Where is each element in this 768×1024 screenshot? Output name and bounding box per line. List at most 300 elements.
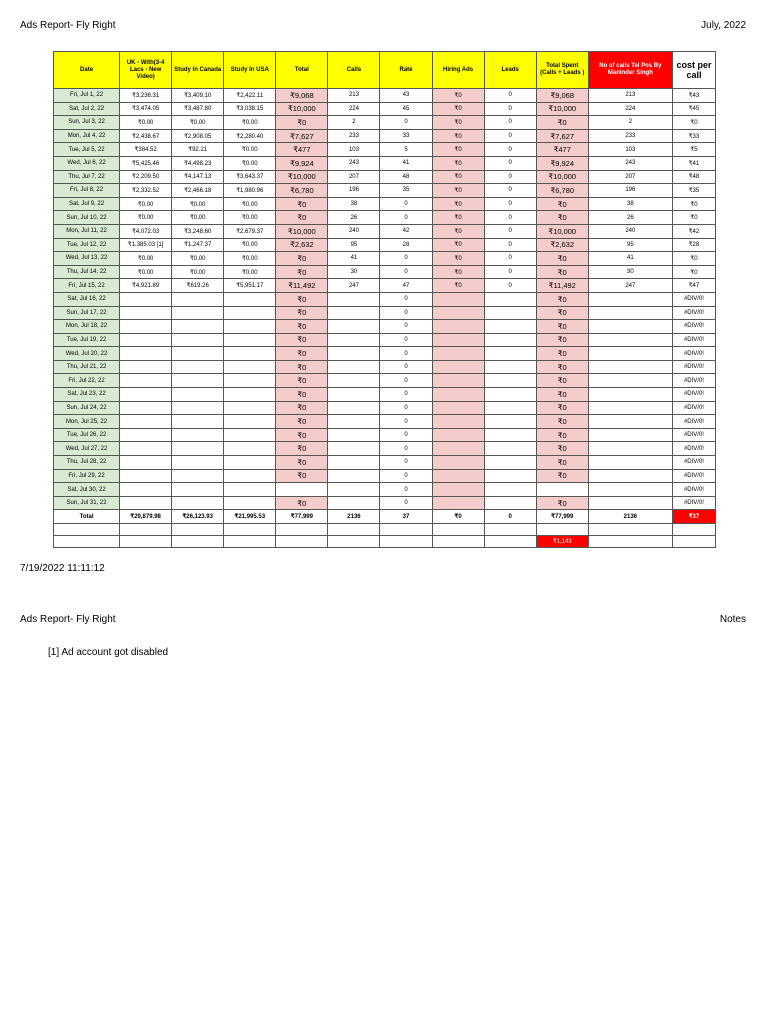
table-cell: ₹0 [432, 102, 484, 116]
table-cell: 30 [328, 265, 380, 279]
table-cell: ₹0 [276, 292, 328, 306]
table-cell [224, 347, 276, 361]
table-cell [328, 360, 380, 374]
table-cell: 0 [484, 156, 536, 170]
table-cell [172, 306, 224, 320]
table-cell: ₹0 [672, 252, 715, 266]
table-cell: ₹0 [536, 442, 588, 456]
table-cell: #DIV/0! [672, 388, 715, 402]
table-cell: 43 [380, 89, 432, 103]
table-cell: 0 [484, 170, 536, 184]
table-cell [588, 401, 672, 415]
empty-cell [328, 536, 380, 548]
table-cell: 41 [328, 252, 380, 266]
table-cell [172, 292, 224, 306]
table-row [54, 415, 716, 429]
table-cell: ₹0.00 [224, 143, 276, 157]
table-cell: Sun, Jul 24, 22 [54, 401, 120, 415]
table-cell [172, 333, 224, 347]
table-cell [172, 347, 224, 361]
table-cell [120, 388, 172, 402]
column-header: cost per call [672, 52, 715, 89]
table-cell: ₹0 [536, 320, 588, 334]
table-cell: 28 [380, 238, 432, 252]
table-cell: ₹0 [672, 197, 715, 211]
table-cell: ₹0 [536, 211, 588, 225]
table-cell [276, 483, 328, 497]
table-cell [172, 360, 224, 374]
table-cell: ₹4,147.13 [172, 170, 224, 184]
table-cell: Thu, Jul 7, 22 [54, 170, 120, 184]
table-cell: ₹0 [276, 401, 328, 415]
table-cell [328, 320, 380, 334]
table-cell [484, 415, 536, 429]
notes-label: Notes [719, 614, 746, 625]
table-cell [224, 401, 276, 415]
timestamp: 7/19/2022 11:11:12 [20, 563, 105, 574]
table-cell [172, 496, 224, 510]
table-cell: #DIV/0! [672, 456, 715, 470]
table-cell [120, 292, 172, 306]
table-cell: Mon, Jul 25, 22 [54, 415, 120, 429]
table-cell: 233 [588, 129, 672, 143]
total-cell: ₹21,995.53 [224, 510, 276, 524]
table-cell: ₹4,498.23 [172, 156, 224, 170]
table-row [54, 102, 716, 116]
table-cell [484, 347, 536, 361]
table-cell: 0 [380, 252, 432, 266]
table-cell: ₹5 [672, 143, 715, 157]
table-cell: 243 [328, 156, 380, 170]
table-cell: ₹0.00 [120, 116, 172, 130]
table-cell: 5 [380, 143, 432, 157]
table-cell: ₹0.00 [172, 211, 224, 225]
table-row [54, 156, 716, 170]
table-cell: 0 [484, 184, 536, 198]
table-cell: ₹0 [536, 469, 588, 483]
table-cell: Fri, Jul 8, 22 [54, 184, 120, 198]
table-cell [588, 333, 672, 347]
table-cell: 213 [328, 89, 380, 103]
total-cell: ₹37 [672, 510, 715, 524]
table-cell [224, 428, 276, 442]
table-cell: ₹0.00 [172, 252, 224, 266]
table-cell: 0 [380, 306, 432, 320]
table-cell: 2 [328, 116, 380, 130]
table-cell [328, 333, 380, 347]
table-cell: ₹0 [276, 333, 328, 347]
note-item: [1] Ad account got disabled [48, 647, 169, 658]
table-cell [172, 401, 224, 415]
table-cell: ₹10,000 [276, 102, 328, 116]
table-cell [120, 428, 172, 442]
table-cell: 38 [588, 197, 672, 211]
table-row [54, 184, 716, 198]
table-cell: ₹0 [432, 170, 484, 184]
table-cell: ₹45 [672, 102, 715, 116]
table-cell: ₹6,780 [536, 184, 588, 198]
table-cell [432, 374, 484, 388]
table-cell: 0 [380, 374, 432, 388]
empty-cell [432, 524, 484, 536]
table-cell: Mon, Jul 18, 22 [54, 320, 120, 334]
column-header: Date [54, 52, 120, 89]
table-cell: 0 [380, 211, 432, 225]
table-cell: 0 [380, 333, 432, 347]
table-cell: ₹0 [432, 238, 484, 252]
empty-cell [588, 524, 672, 536]
table-cell: ₹477 [276, 143, 328, 157]
table-row [54, 388, 716, 402]
empty-cell [328, 524, 380, 536]
table-cell: ₹5,951.17 [224, 279, 276, 293]
table-cell: ₹0 [536, 360, 588, 374]
table-cell [484, 483, 536, 497]
table-cell [432, 360, 484, 374]
table-cell: ₹0 [276, 211, 328, 225]
empty-row [54, 524, 716, 536]
table-cell: 0 [484, 238, 536, 252]
table-cell: ₹3,643.37 [224, 170, 276, 184]
table-cell: Sat, Jul 23, 22 [54, 388, 120, 402]
table-cell: 103 [588, 143, 672, 157]
table-cell: ₹0.00 [120, 252, 172, 266]
table-cell: 0 [380, 197, 432, 211]
table-cell: 0 [380, 428, 432, 442]
table-row [54, 483, 716, 497]
table-cell: ₹0.00 [224, 197, 276, 211]
column-header: Study In Canada [172, 52, 224, 89]
table-cell: ₹0 [276, 252, 328, 266]
table-cell: #DIV/0! [672, 496, 715, 510]
table-cell: ₹0 [276, 469, 328, 483]
table-cell: ₹0 [432, 252, 484, 266]
table-cell [328, 469, 380, 483]
table-cell: ₹3,248.60 [172, 224, 224, 238]
table-cell [328, 483, 380, 497]
table-cell: 0 [380, 388, 432, 402]
table-cell [224, 456, 276, 470]
table-cell: Sat, Jul 2, 22 [54, 102, 120, 116]
table-cell [432, 415, 484, 429]
table-row [54, 306, 716, 320]
table-cell [120, 442, 172, 456]
table-cell: ₹2,209.50 [120, 170, 172, 184]
table-cell: Sat, Jul 30, 22 [54, 483, 120, 497]
table-row [54, 116, 716, 130]
table-cell: Fri, Jul 1, 22 [54, 89, 120, 103]
total-cell: 2136 [328, 510, 380, 524]
table-cell: #DIV/0! [672, 442, 715, 456]
table-cell: 48 [380, 170, 432, 184]
table-cell: ₹33 [672, 129, 715, 143]
total-cell: 2136 [588, 510, 672, 524]
table-cell [172, 374, 224, 388]
empty-cell [54, 536, 120, 548]
table-cell: ₹0 [276, 456, 328, 470]
total-cell: ₹77,999 [536, 510, 588, 524]
total-cell: ₹0 [432, 510, 484, 524]
table-cell [484, 496, 536, 510]
table-cell: 240 [588, 224, 672, 238]
table-cell: ₹0.00 [224, 116, 276, 130]
table-cell [328, 442, 380, 456]
table-cell [328, 428, 380, 442]
table-cell: ₹0.00 [172, 197, 224, 211]
table-cell [484, 401, 536, 415]
table-cell: ₹4,921.89 [120, 279, 172, 293]
table-cell: #DIV/0! [672, 415, 715, 429]
table-cell: 33 [380, 129, 432, 143]
table-cell [432, 496, 484, 510]
table-cell [588, 496, 672, 510]
table-cell: ₹10,000 [536, 224, 588, 238]
table-cell [484, 292, 536, 306]
table-cell: ₹11,492 [536, 279, 588, 293]
table-cell [432, 428, 484, 442]
table-cell: #DIV/0! [672, 292, 715, 306]
table-cell: Wed, Jul 20, 22 [54, 347, 120, 361]
table-cell: ₹2,280.40 [224, 129, 276, 143]
table-cell [432, 469, 484, 483]
table-cell: Sun, Jul 17, 22 [54, 306, 120, 320]
table-cell [172, 483, 224, 497]
table-cell: Sat, Jul 9, 22 [54, 197, 120, 211]
table-cell: ₹0 [536, 374, 588, 388]
table-cell: ₹0 [432, 265, 484, 279]
table-cell: ₹0 [536, 401, 588, 415]
table-cell: Sat, Jul 16, 22 [54, 292, 120, 306]
table-row [54, 469, 716, 483]
table-cell: #DIV/0! [672, 401, 715, 415]
table-row [54, 456, 716, 470]
table-cell: 45 [380, 102, 432, 116]
empty-cell [224, 524, 276, 536]
table-cell [224, 374, 276, 388]
table-cell: ₹0 [276, 306, 328, 320]
table-cell [432, 292, 484, 306]
table-cell: ₹0 [276, 496, 328, 510]
table-cell: Tue, Jul 26, 22 [54, 428, 120, 442]
table-cell: 0 [380, 292, 432, 306]
table-cell: ₹0 [432, 156, 484, 170]
table-cell: #DIV/0! [672, 374, 715, 388]
table-cell: 0 [484, 116, 536, 130]
table-cell [172, 442, 224, 456]
table-cell: ₹48 [672, 170, 715, 184]
table-cell: Wed, Jul 27, 22 [54, 442, 120, 456]
table-cell: 0 [484, 197, 536, 211]
table-cell: ₹0 [536, 292, 588, 306]
empty-cell [588, 536, 672, 548]
column-header: Leads [484, 52, 536, 89]
table-cell: Thu, Jul 14, 22 [54, 265, 120, 279]
table-cell: ₹5,425.46 [120, 156, 172, 170]
table-cell: 42 [380, 224, 432, 238]
table-cell: ₹2,679.37 [224, 224, 276, 238]
table-cell: ₹0 [432, 279, 484, 293]
table-cell [224, 496, 276, 510]
table-cell: ₹0 [536, 116, 588, 130]
table-row [54, 496, 716, 510]
table-row [54, 333, 716, 347]
table-cell: ₹2,438.67 [120, 129, 172, 143]
table-cell: #DIV/0! [672, 333, 715, 347]
table-cell [120, 496, 172, 510]
total-cell: ₹77,999 [276, 510, 328, 524]
empty-cell [276, 536, 328, 548]
column-header: Hiring Ads [432, 52, 484, 89]
table-row [54, 143, 716, 157]
table-cell: Sun, Jul 31, 22 [54, 496, 120, 510]
table-row [54, 197, 716, 211]
table-cell [536, 483, 588, 497]
table-cell: ₹0.00 [120, 197, 172, 211]
table-cell: #DIV/0! [672, 469, 715, 483]
table-cell: 224 [588, 102, 672, 116]
table-cell: ₹0 [276, 347, 328, 361]
table-cell [224, 320, 276, 334]
table-cell [588, 292, 672, 306]
table-cell [172, 415, 224, 429]
table-cell: ₹0.00 [224, 238, 276, 252]
table-cell: ₹10,000 [536, 102, 588, 116]
table-cell [432, 320, 484, 334]
table-cell: 196 [328, 184, 380, 198]
table-cell: 0 [380, 442, 432, 456]
table-row [54, 428, 716, 442]
table-row [54, 279, 716, 293]
table-cell: 0 [380, 483, 432, 497]
table-cell [588, 483, 672, 497]
table-cell: ₹0 [536, 306, 588, 320]
table-cell [328, 374, 380, 388]
table-cell [432, 442, 484, 456]
table-cell [432, 347, 484, 361]
table-cell: 0 [380, 360, 432, 374]
table-cell: Wed, Jul 13, 22 [54, 252, 120, 266]
table-cell: ₹9,924 [276, 156, 328, 170]
table-cell [432, 456, 484, 470]
table-cell [120, 360, 172, 374]
table-cell [328, 401, 380, 415]
table-cell: 30 [588, 265, 672, 279]
table-cell [484, 469, 536, 483]
table-row [54, 374, 716, 388]
table-cell: 35 [380, 184, 432, 198]
table-cell [588, 456, 672, 470]
table-cell: Mon, Jul 4, 22 [54, 129, 120, 143]
table-cell: ₹2,908.05 [172, 129, 224, 143]
table-row [54, 89, 716, 103]
table-cell [588, 360, 672, 374]
table-cell: ₹7,627 [276, 129, 328, 143]
table-cell: 247 [588, 279, 672, 293]
table-cell: ₹0.00 [120, 265, 172, 279]
table-cell: Fri, Jul 29, 22 [54, 469, 120, 483]
table-cell: ₹2,632 [276, 238, 328, 252]
table-cell: ₹1,247.37 [172, 238, 224, 252]
table-cell [172, 388, 224, 402]
table-cell: ₹0 [432, 197, 484, 211]
table-cell: ₹43 [672, 89, 715, 103]
table-cell: ₹10,000 [276, 170, 328, 184]
table-cell: ₹0.00 [224, 265, 276, 279]
table-cell: ₹0 [432, 116, 484, 130]
table-cell: ₹2,422.11 [224, 89, 276, 103]
column-header: Rate [380, 52, 432, 89]
table-cell [484, 320, 536, 334]
table-cell [588, 306, 672, 320]
column-header: Study In USA [224, 52, 276, 89]
table-cell: 26 [328, 211, 380, 225]
table-cell: ₹6,780 [276, 184, 328, 198]
table-cell: ₹0 [432, 224, 484, 238]
table-cell: ₹3,474.05 [120, 102, 172, 116]
table-cell [120, 456, 172, 470]
table-cell: ₹3,038.15 [224, 102, 276, 116]
table-cell [588, 415, 672, 429]
table-cell: 0 [380, 496, 432, 510]
table-cell: #DIV/0! [672, 483, 715, 497]
table-cell: 0 [484, 252, 536, 266]
table-cell [224, 483, 276, 497]
table-cell: ₹0 [276, 320, 328, 334]
table-cell [120, 347, 172, 361]
table-row [54, 170, 716, 184]
table-cell: 196 [588, 184, 672, 198]
table-row [54, 442, 716, 456]
report-period: July, 2022 [701, 20, 746, 31]
table-cell [588, 469, 672, 483]
table-cell: 0 [484, 102, 536, 116]
table-cell: ₹0 [536, 333, 588, 347]
table-cell: ₹0 [432, 89, 484, 103]
table-cell: ₹0 [536, 252, 588, 266]
table-cell: #DIV/0! [672, 360, 715, 374]
table-cell: 207 [588, 170, 672, 184]
column-header: No of calls Tel Pos By Maninder Singh [588, 52, 672, 89]
table-cell: ₹0.00 [224, 156, 276, 170]
table-cell [172, 320, 224, 334]
table-cell: ₹0 [536, 197, 588, 211]
empty-cell [172, 536, 224, 548]
table-cell [224, 469, 276, 483]
table-cell: ₹10,000 [536, 170, 588, 184]
table-cell: Mon, Jul 11, 22 [54, 224, 120, 238]
table-cell: ₹7,627 [536, 129, 588, 143]
table-cell: 41 [380, 156, 432, 170]
table-cell: ₹2,632 [536, 238, 588, 252]
table-cell [328, 292, 380, 306]
table-cell: Thu, Jul 28, 22 [54, 456, 120, 470]
table-cell [484, 374, 536, 388]
table-cell: 0 [380, 347, 432, 361]
empty-cell [120, 524, 172, 536]
table-cell: 207 [328, 170, 380, 184]
table-cell: 0 [380, 415, 432, 429]
table-cell: 0 [380, 401, 432, 415]
table-cell: 95 [588, 238, 672, 252]
table-cell: ₹1,385.03 [1] [120, 238, 172, 252]
table-cell: ₹0 [276, 197, 328, 211]
total-cell: Total [54, 510, 120, 524]
table-cell: 0 [484, 89, 536, 103]
empty-cell [432, 536, 484, 548]
table-body [54, 89, 716, 548]
column-header: UK - With(3-4 Lacs - New Video) [120, 52, 172, 89]
table-cell [432, 401, 484, 415]
